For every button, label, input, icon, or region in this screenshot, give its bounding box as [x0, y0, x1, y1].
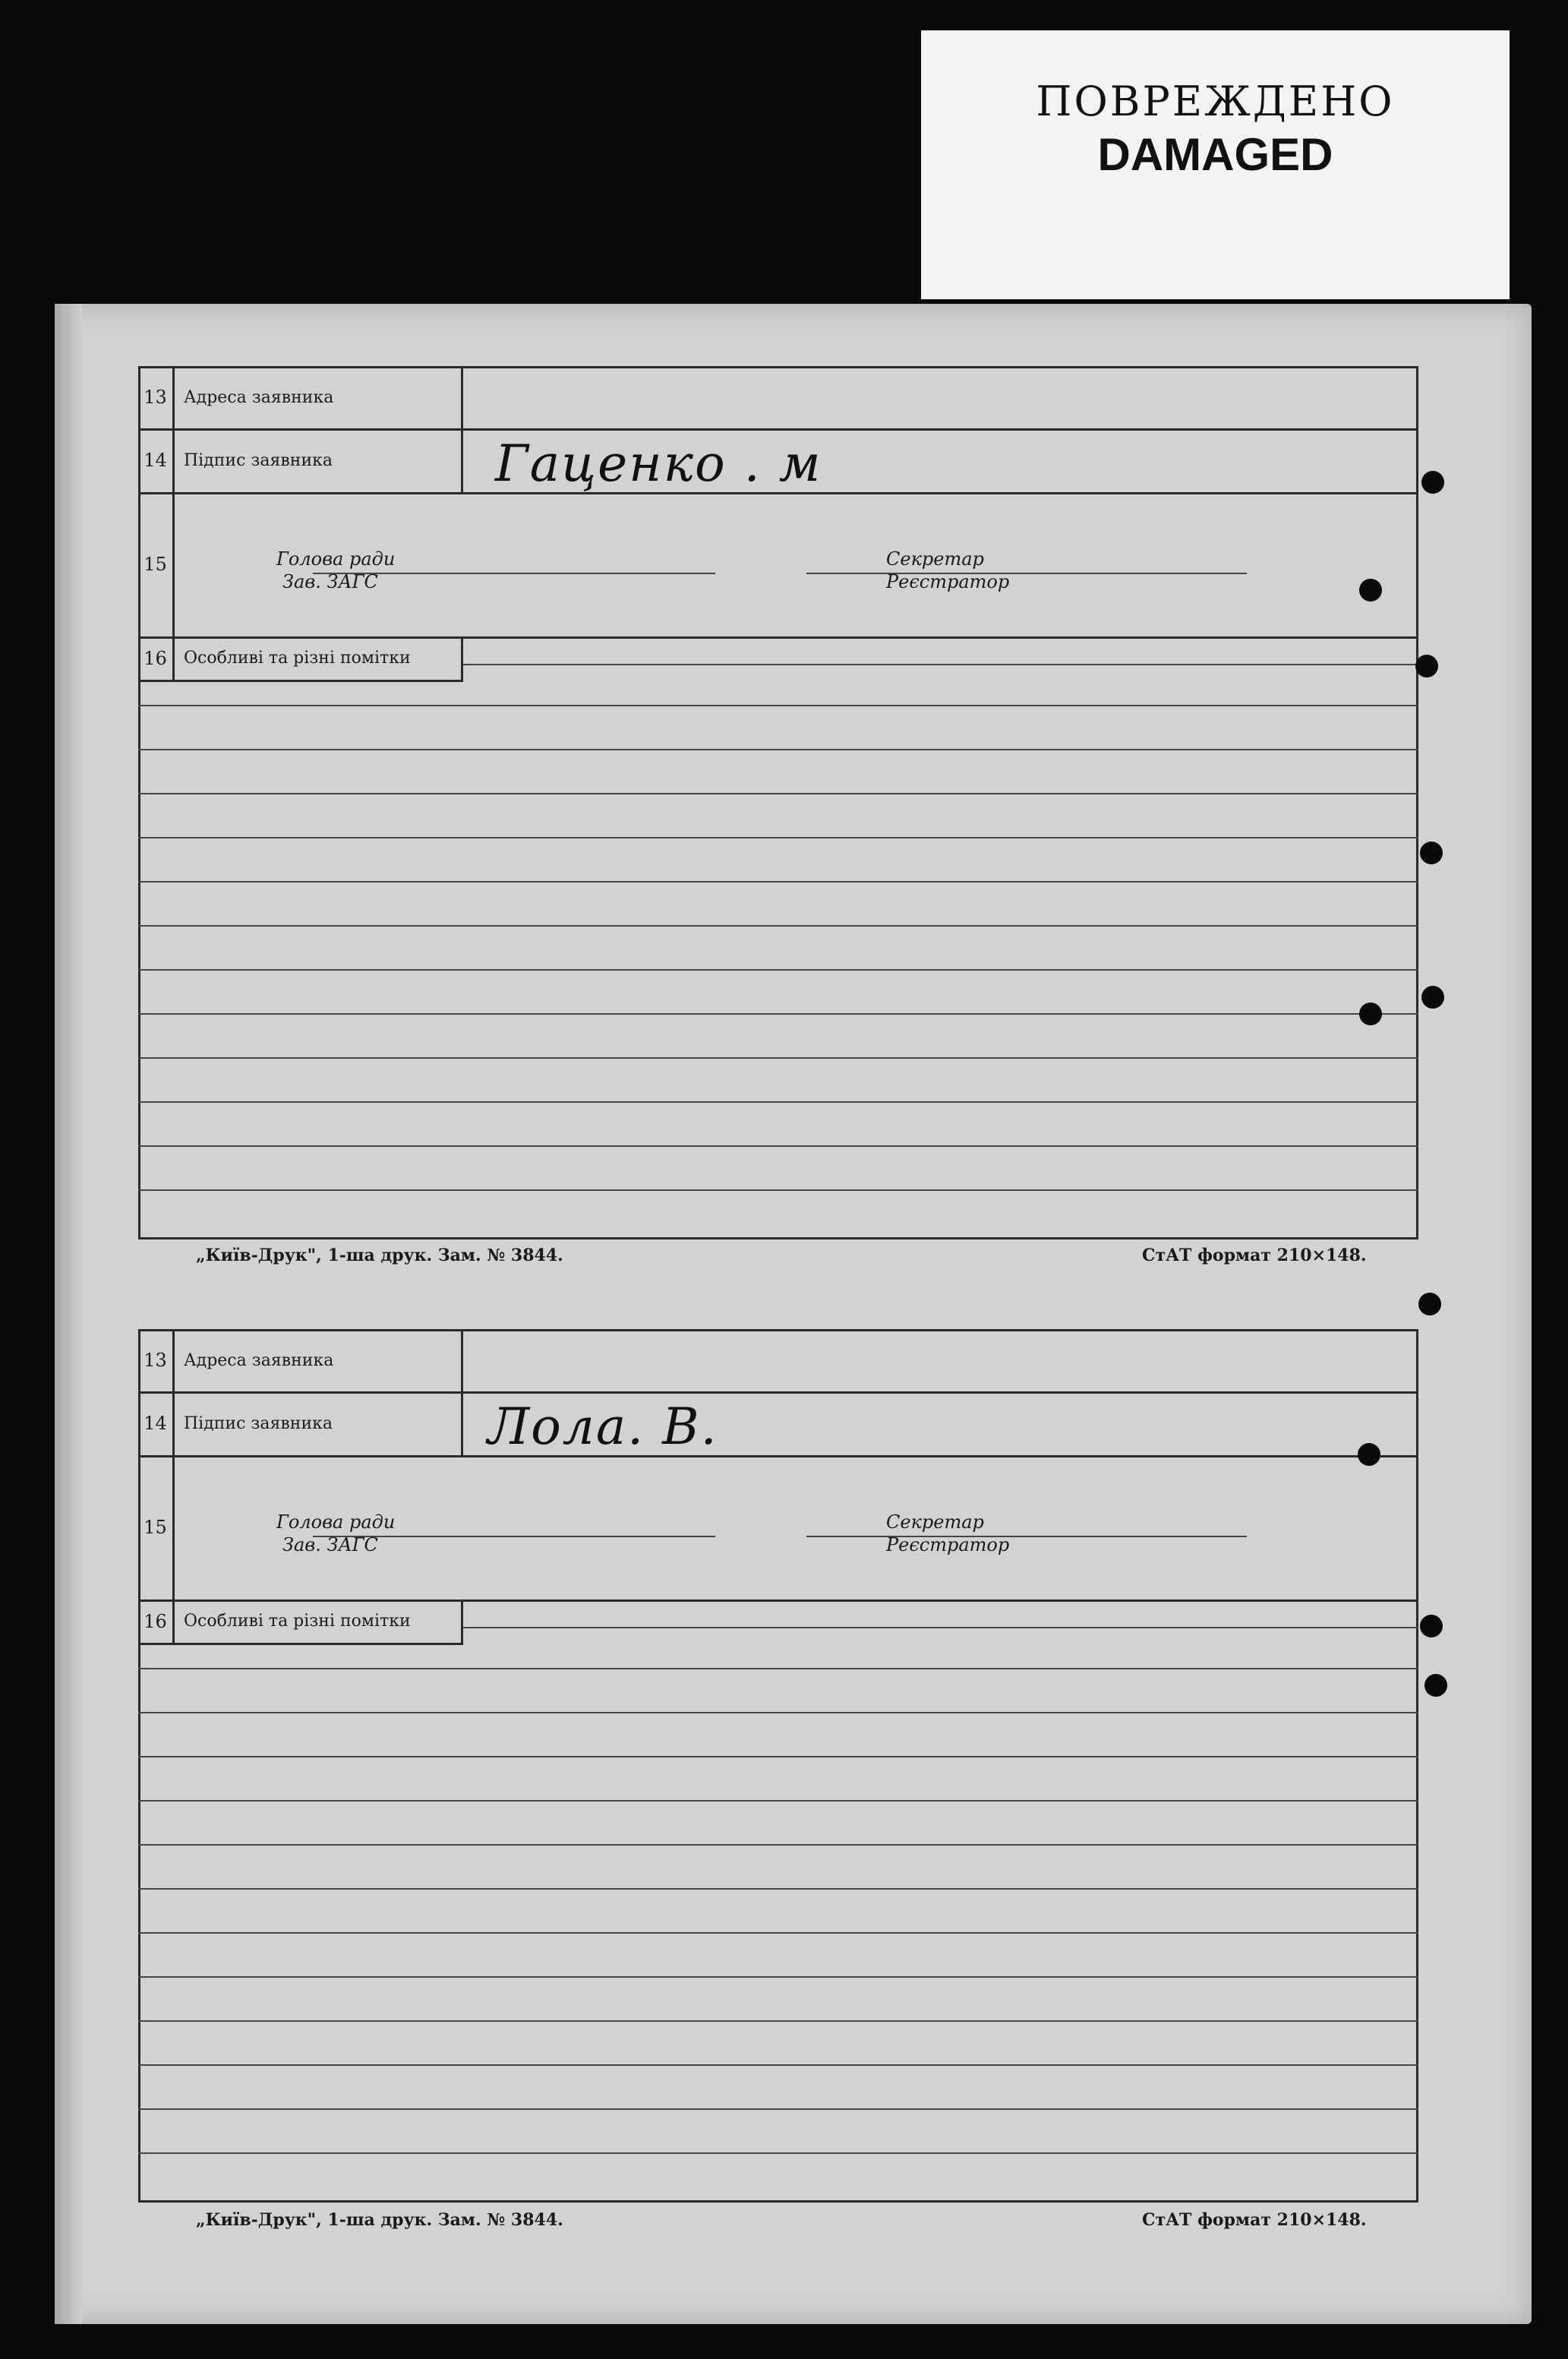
head-caption: Голова ради [276, 1511, 396, 1533]
row-13 [138, 1329, 1418, 1391]
row-number: 16 [138, 1600, 175, 1645]
format-imprint: СтАТ формат 210×148. [1142, 2210, 1367, 2230]
row-number: 15 [138, 1455, 175, 1600]
damaged-stamp-line-ua: ПОВРЕЖДЕНО [1036, 77, 1395, 125]
row-14 [138, 1391, 1418, 1455]
row-number: 15 [138, 492, 175, 636]
row-number: 14 [138, 1391, 175, 1455]
applicant-signature: Гаценко . м [495, 434, 822, 493]
damaged-stamp [921, 30, 1510, 299]
binding-hole [1421, 986, 1444, 1009]
row-number: 13 [138, 366, 175, 428]
format-imprint: СтАТ формат 210×148. [1142, 1246, 1367, 1265]
head-caption: Голова ради [276, 548, 396, 570]
binding-hole [1359, 1003, 1382, 1025]
binding-hole [1420, 1615, 1443, 1637]
row-16 [138, 636, 1418, 682]
row-label: Підпис заявника [175, 1391, 463, 1455]
registrar-title-caption: Реєстратор [886, 571, 1010, 592]
registrar-caption: Зав. ЗАГС [282, 1534, 378, 1555]
binding-hole [1358, 1443, 1380, 1466]
printer-imprint: „Київ-Друк", 1-ша друк. Зам. № 3844. [196, 2210, 563, 2230]
binding-hole [1420, 842, 1443, 864]
row-label: Підпис заявника [175, 428, 463, 492]
secretary-caption: Секретар [886, 548, 984, 570]
row-13 [138, 366, 1418, 428]
row-label: Особливі та різні помітки [175, 636, 463, 682]
registrar-title-caption: Реєстратор [886, 1534, 1010, 1555]
binding-hole [1359, 579, 1382, 602]
secretary-caption: Секретар [886, 1511, 984, 1533]
binding-hole [1418, 1293, 1441, 1315]
row-16 [138, 1600, 1418, 1645]
binding-hole [1424, 1674, 1447, 1697]
row-label: Особливі та різні помітки [175, 1600, 463, 1645]
row-number: 13 [138, 1329, 175, 1391]
row-label: Адреса заявника [175, 366, 463, 428]
paper-edge [55, 304, 82, 2324]
row-label: Адреса заявника [175, 1329, 463, 1391]
row-number: 14 [138, 428, 175, 492]
damaged-stamp-line-en: DAMAGED [1097, 129, 1333, 180]
row-number: 16 [138, 636, 175, 682]
applicant-signature: Лола. В. [487, 1397, 718, 1456]
binding-hole [1415, 655, 1438, 677]
printer-imprint: „Київ-Друк", 1-ша друк. Зам. № 3844. [196, 1246, 563, 1265]
binding-hole [1421, 471, 1444, 494]
registrar-caption: Зав. ЗАГС [282, 571, 378, 592]
